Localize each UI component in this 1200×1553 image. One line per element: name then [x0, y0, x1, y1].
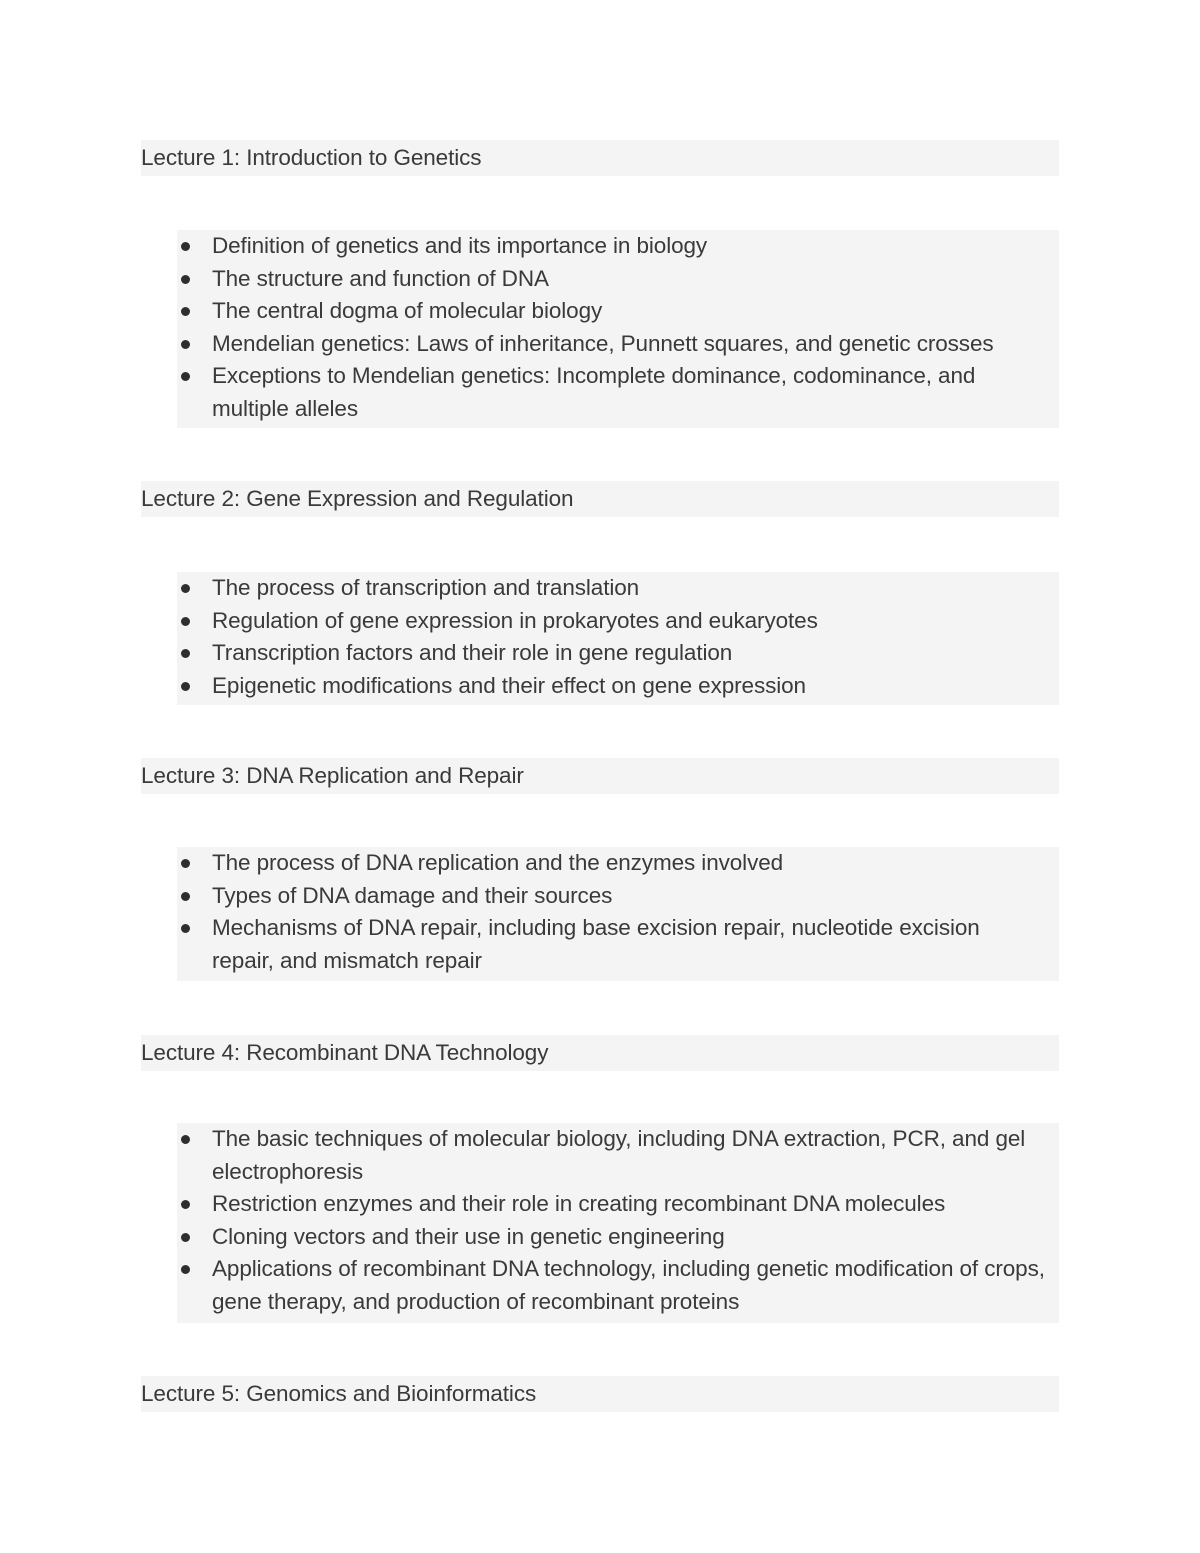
list-item-text: Cloning vectors and their use in genetic engineering [212, 1223, 725, 1249]
bullet-icon [181, 242, 190, 251]
bullet-icon [181, 924, 190, 933]
list-item [177, 847, 1059, 880]
bullet-icon [181, 340, 190, 349]
bullet-icon [181, 307, 190, 316]
list-item [177, 295, 1059, 328]
list-item [177, 230, 1059, 263]
list-item [177, 1221, 1059, 1254]
bullet-icon [181, 859, 190, 868]
list-item [177, 1188, 1059, 1221]
list-item-text: Regulation of gene expression in prokaryotes and eukaryotes [212, 607, 818, 633]
bullet-icon [181, 1233, 190, 1242]
list-item [177, 670, 1059, 703]
list-item [177, 360, 1059, 425]
list-item-text: Mechanisms of DNA repair, including base excision repair, nucleotide excision repair, and mismatch repair [212, 915, 980, 973]
bullet-icon [181, 275, 190, 284]
bullet-icon [181, 372, 190, 381]
bullet-icon [181, 682, 190, 691]
list-item [177, 572, 1059, 605]
lecture-2-topic-list [177, 572, 1059, 705]
bullet-icon [181, 1265, 190, 1274]
lecture-4-topic-list [177, 1123, 1059, 1323]
bullet-icon [181, 1135, 190, 1144]
lecture-1-topic-list [177, 230, 1059, 428]
list-item-text: Epigenetic modifications and their effect on gene expression [212, 672, 806, 698]
bullet-icon [181, 584, 190, 593]
list-item [177, 328, 1059, 361]
lecture-5-heading: Lecture 5: Genomics and Bioinformatics [141, 1376, 1059, 1412]
list-item-text: Exceptions to Mendelian genetics: Incomplete dominance, codominance, and multiple alleles [212, 363, 976, 421]
list-item [177, 1123, 1059, 1188]
lecture-3-heading: Lecture 3: DNA Replication and Repair [141, 758, 1059, 794]
bullet-icon [181, 892, 190, 901]
bullet-icon [181, 649, 190, 658]
list-item-text: Transcription factors and their role in gene regulation [212, 640, 733, 665]
list-item-text: Types of DNA damage and their sources [212, 882, 613, 908]
list-item-text: Mendelian genetics: Laws of inheritance, Punnett squares, and genetic crosses [212, 330, 994, 356]
list-item [177, 880, 1059, 913]
bullet-icon [181, 1200, 190, 1209]
lecture-1-heading: Lecture 1: Introduction to Genetics [141, 140, 1059, 176]
list-item [177, 263, 1059, 296]
list-item [177, 912, 1059, 977]
lecture-3-topic-list [177, 847, 1059, 981]
list-item [177, 1253, 1059, 1318]
list-item [177, 637, 1059, 670]
list-item [177, 605, 1059, 638]
list-item-text: The central dogma of molecular biology [212, 298, 603, 323]
list-item-text: The structure and function of DNA [212, 265, 549, 291]
bullet-icon [181, 617, 190, 626]
list-item-text: Definition of genetics and its importance in biology [212, 233, 708, 258]
list-item-text: The basic techniques of molecular biology, including DNA extraction, PCR, and gel electrophoresis [212, 1126, 1026, 1184]
list-item-text: The process of transcription and translation [212, 575, 640, 600]
lecture-2-heading: Lecture 2: Gene Expression and Regulation [141, 481, 1059, 517]
list-item-text: Applications of recombinant DNA technology, including genetic modification of crops, gene therapy, and production of recombinant proteins [212, 1256, 1045, 1314]
lecture-4-heading: Lecture 4: Recombinant DNA Technology [141, 1035, 1059, 1071]
list-item-text: The process of DNA replication and the enzymes involved [212, 850, 784, 875]
list-item-text: Restriction enzymes and their role in creating recombinant DNA molecules [212, 1191, 946, 1216]
